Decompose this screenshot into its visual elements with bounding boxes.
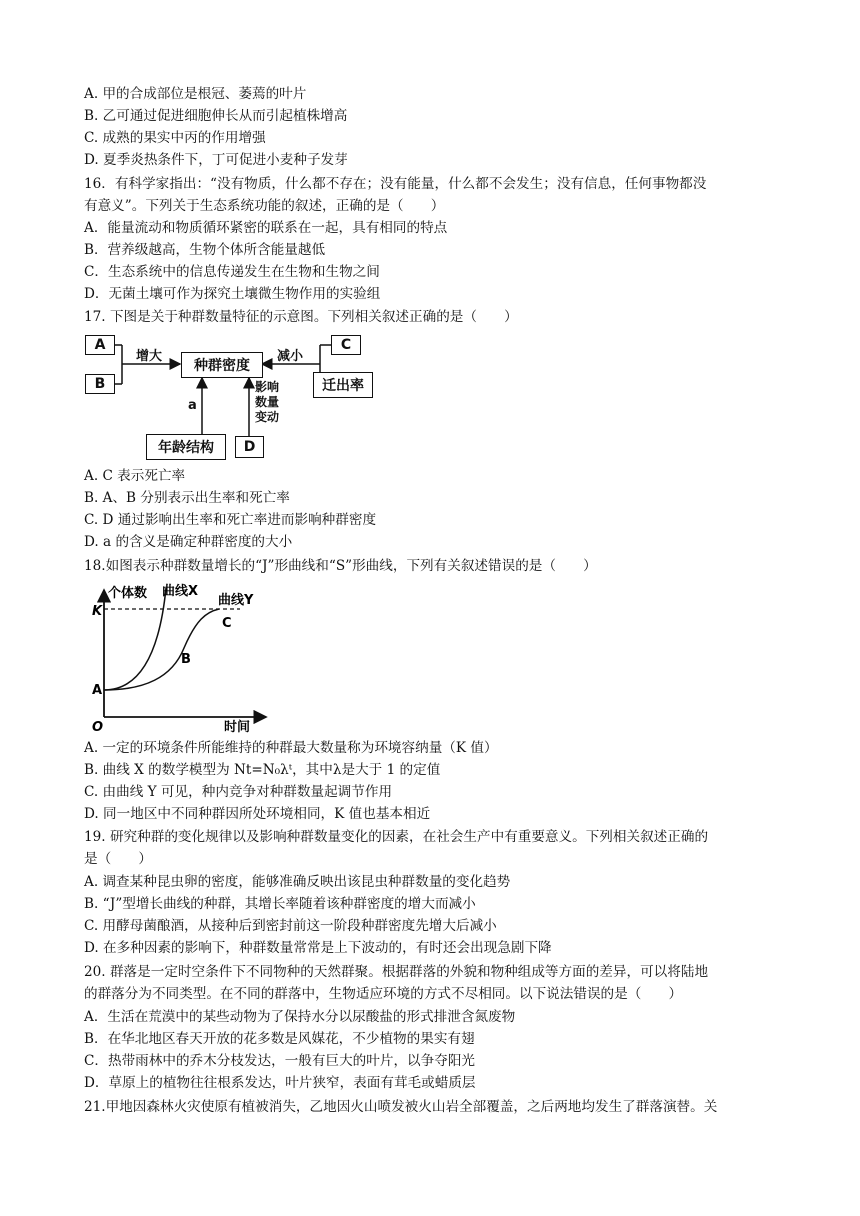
q16-stem-line1: 16．有科学家指出：“没有物质，什么都不存在；没有能量，什么都不会发生；没有信息，任何事物都没 — [84, 176, 707, 192]
q16-option-a: A．能量流动和物质循环紧密的联系在一起，具有相同的特点 — [84, 220, 448, 236]
q18-curve-y-label: 曲线Y — [218, 593, 254, 608]
q18-option-a: A. 一定的环境条件所能维持的种群最大数量称为环境容纳量（K 值） — [84, 740, 498, 756]
q18-x-label: 时间 — [224, 720, 251, 735]
q20-option-d: D．草原上的植物往往根系发达，叶片狭窄，表面有茸毛或蜡质层 — [84, 1075, 476, 1091]
q18-option-b: B. 曲线 X 的数学模型为 Nt=N₀λᵗ，其中λ是大于 1 的定值 — [84, 762, 441, 778]
q17-option-c: C. D 通过影响出生率和死亡率进而影响种群密度 — [84, 512, 377, 528]
q17-box-a: A — [85, 335, 115, 355]
q17-box-age-structure: 年龄结构 — [146, 434, 226, 460]
q15-option-c: C. 成熟的果实中丙的作用增强 — [84, 130, 266, 146]
q15-option-b: B. 乙可通过促进细胞伸长从而引起植株增高 — [84, 108, 348, 124]
q20-option-b: B．在华北地区春天开放的花多数是风媒花，不少植物的果实有翅 — [84, 1031, 475, 1047]
q18-k-label: K — [92, 604, 103, 619]
q17-box-emigration-rate: 迁出率 — [313, 372, 373, 398]
q17-box-population-density: 种群密度 — [181, 352, 263, 378]
q17-box-d: D — [235, 436, 264, 458]
q17-stem: 17. 下图是关于种群数量特征的示意图。下列相关叙述正确的是（ ） — [84, 309, 518, 325]
q17-label-a: a — [188, 398, 197, 413]
q16-option-c: C．生态系统中的信息传递发生在生物和生物之间 — [84, 264, 380, 280]
q20-option-c: C．热带雨林中的乔木分枝发达，一般有巨大的叶片，以争夺阳光 — [84, 1053, 476, 1069]
q17-box-c: C — [331, 335, 361, 355]
q20-option-a: A．生活在荒漠中的某些动物为了保持水分以尿酸盐的形式排泄含氮废物 — [84, 1009, 516, 1025]
q18-curve-x-path — [104, 588, 166, 690]
q17-option-b: B. A、B 分别表示出生率和死亡率 — [84, 490, 290, 506]
q19-option-a: A. 调查某种昆虫卵的密度，能够准确反映出该昆虫种群数量的变化趋势 — [84, 874, 511, 890]
q19-stem-line2: 是（ ） — [84, 851, 152, 867]
q18-point-c: C — [222, 616, 232, 631]
q16-stem-line2: 有意义”。下列关于生态系统功能的叙述，正确的是（ ） — [84, 198, 445, 214]
q18-origin: O — [92, 720, 104, 735]
q18-graph-svg — [84, 578, 274, 736]
q18-graph — [84, 578, 274, 736]
q18-option-d: D. 同一地区中不同种群因所处环境相同，K 值也基本相近 — [84, 806, 431, 822]
q20-stem-line2: 的群落分为不同类型。在不同的群落中，生物适应环境的方式不尽相同。以下说法错误的是（ ） — [84, 986, 683, 1002]
q18-option-c: C. 由曲线 Y 可见，种内竞争对种群数量起调节作用 — [84, 784, 393, 800]
q18-point-a: A — [92, 683, 103, 698]
q18-stem: 18.如图表示种群数量增长的“J”形曲线和“S”形曲线，下列有关叙述错误的是（ ） — [84, 558, 597, 574]
q17-option-d: D. a 的含义是确定种群密度的大小 — [84, 534, 293, 550]
q21-stem-line1: 21.甲地因森林火灾使原有植被消失，乙地因火山喷发被火山岩全部覆盖，之后两地均发生了群落演替。关 — [84, 1099, 718, 1115]
q15-option-a: A. 甲的合成部位是根冠、萎蔫的叶片 — [84, 86, 307, 102]
q16-option-b: B．营养级越高，生物个体所含能量越低 — [84, 242, 326, 258]
q17-label-increase: 增大 — [136, 349, 163, 364]
q15-option-d: D. 夏季炎热条件下，丁可促进小麦种子发芽 — [84, 152, 348, 168]
q18-y-label: 个体数 — [108, 586, 148, 601]
q19-option-d: D. 在多种因素的影响下，种群数量常常是上下波动的，有时还会出现急剧下降 — [84, 940, 552, 956]
q19-stem-line1: 19. 研究种群的变化规律以及影响种群数量变化的因素，在社会生产中有重要意义。下列相关叙述正确的 — [84, 829, 709, 845]
q19-option-c: C. 用酵母菌酿酒，从接种后到密封前这一阶段种群密度先增大后减小 — [84, 918, 497, 934]
q17-option-a: A. C 表示死亡率 — [84, 468, 186, 484]
q16-option-d: D．无菌土壤可作为探究土壤微生物作用的实验组 — [84, 286, 381, 302]
q20-stem-line1: 20. 群落是一定时空条件下不同物种的天然群聚。根据群落的外貌和物种组成等方面的差异，可以将陆地 — [84, 964, 709, 980]
q18-point-b: B — [181, 652, 191, 667]
q17-label-decrease: 减小 — [277, 349, 304, 364]
q17-label-influence: 影响数量变动 — [255, 380, 280, 424]
q19-option-b: B. “J”型增长曲线的种群，其增长率随着该种群密度的增大而减小 — [84, 896, 476, 912]
q18-curve-x-label: 曲线X — [162, 584, 199, 599]
q17-box-b: B — [85, 374, 115, 394]
q17-diagram — [84, 332, 384, 462]
